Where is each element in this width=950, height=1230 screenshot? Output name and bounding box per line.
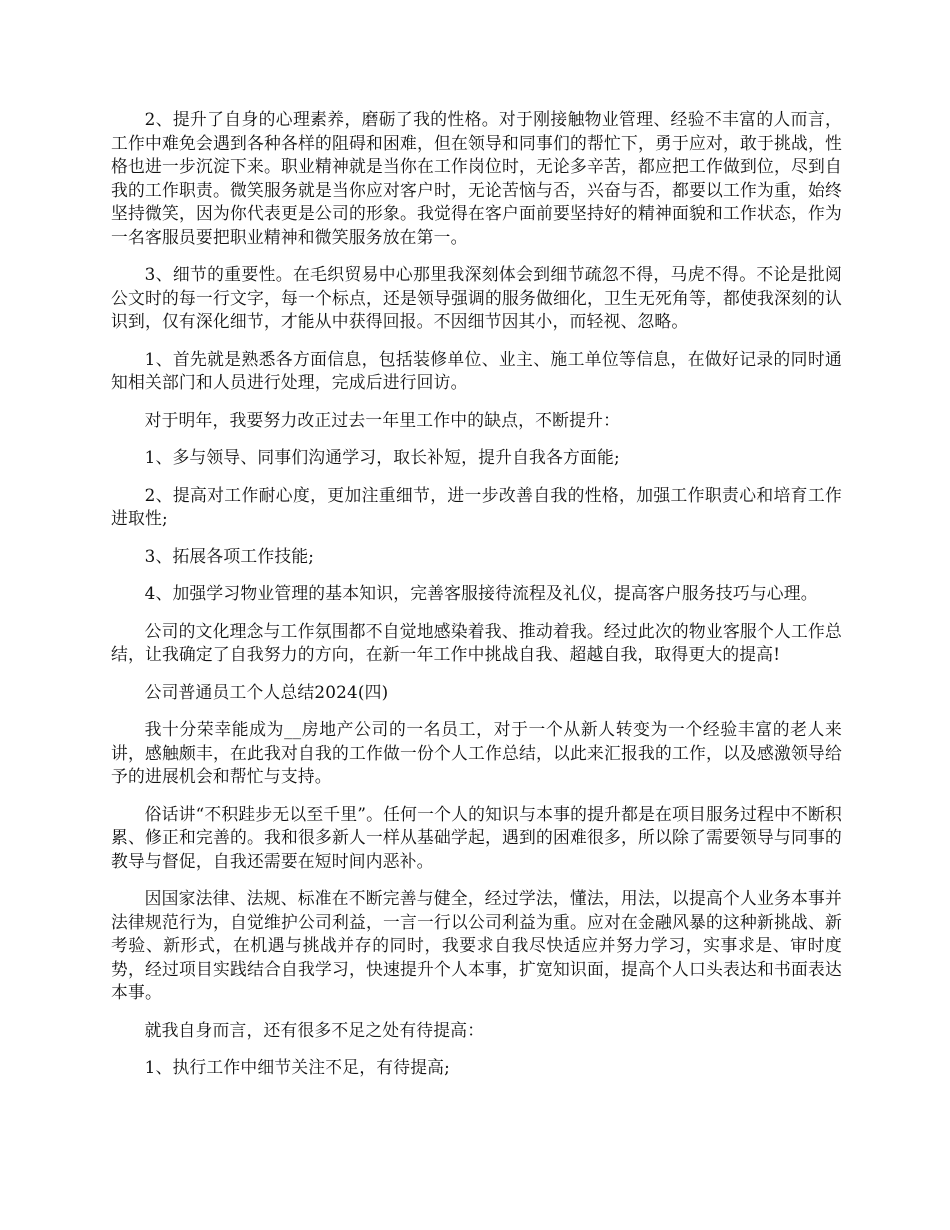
paragraph-7: 3、拓展各项工作技能; bbox=[144, 545, 315, 566]
paragraph-11: 我十分荣幸能成为__房地产公司的一名员工，对于一个从新人转变为一个经验丰富的老人来讲，感触颇丰，在此我对自我的工作做一份个人工作总结，以此来汇报我的工作，以及感激领导给予的进展机会和帮忙与支持。 bbox=[111, 719, 842, 786]
paragraph-4: 对于明年，我要努力改正过去一年里工作中的缺点，不断提升： bbox=[144, 409, 621, 430]
paragraph-2: 3、细节的重要性。在毛织贸易中心那里我深刻体会到细节疏忽不得，马虎不得。不论是批阅公文时的每一行文字，每一个标点，还是领导强调的服务做细化，卫生无死角等，都使我深刻的认识到，仅有深化细节，才能从中获得回报。不因细节因其小，而轻视、忽略。 bbox=[111, 264, 842, 331]
paragraph-13: 因国家法律、法规、标准在不断完善与健全，经过学法，懂法，用法，以提高个人业务本事并法律规范行为，自觉维护公司利益，一言一行以公司利益为重。应对在金融风暴的这种新挑战、新考验、新形式，在机遇与挑战并存的同时，我要求自我尽快适应并努力学习，实事求是、审时度势，经过项目实践结合自我学习，快速提升个人本事，扩宽知识面，提高个人口头表达和书面表达本事。 bbox=[111, 888, 842, 1002]
paragraph-9: 公司的文化理念与工作氛围都不自觉地感染着我、推动着我。经过此次的物业客服个人工作总结，让我确定了自我努力的方向，在新一年工作中挑战自我、超越自我，取得更大的提高! bbox=[111, 620, 842, 664]
paragraph-3: 1、首先就是熟悉各方面信息，包括装修单位、业主、施工单位等信息，在做好记录的同时通知相关部门和人员进行处理，完成后进行回访。 bbox=[111, 348, 842, 392]
paragraph-6: 2、提高对工作耐心度，更加注重细节，进一步改善自我的性格，加强工作职责心和培育工作进取性; bbox=[111, 484, 842, 528]
paragraph-8: 4、加强学习物业管理的基本知识，完善客服接待流程及礼仪，提高客户服务技巧与心理。 bbox=[144, 583, 818, 603]
paragraph-15: 1、执行工作中细节关注不足，有待提高; bbox=[144, 1057, 451, 1077]
paragraph-1: 2、提升了自身的心理素养，磨砺了我的性格。对于刚接触物业管理、经验不丰富的人而言，工作中难免会遇到各种各样的阻碍和困难，但在领导和同事们的帮忙下，勇于应对，敢于挑战，性格也进一步沉淀下来。职业精神就是当你在工作岗位时，无论多辛苦，都应把工作做到位，尽到自我的工作职责。微笑服务就是当你应对客户时，无论苦恼与否，兴奋与否，都要以工作为重，始终坚持微笑，因为你代表更是公司的形象。我觉得在客户面前要坚持好的精神面貌和工作状态，作为一名客服员要把职业精神和微笑服务放在第一。 bbox=[111, 109, 842, 247]
paragraph-14: 就我自身而言，还有很多不足之处有待提高： bbox=[144, 1019, 485, 1040]
paragraph-12: 俗话讲“不积跬步无以至千里”。任何一个人的知识与本事的提升都是在项目服务过程中不断积累、修正和完善的。我和很多新人一样从基础学起，遇到的困难很多，所以除了需要领导与同事的教导与督促，自我还需要在短时间内恶补。 bbox=[111, 803, 842, 871]
paragraph-5: 1、多与领导、同事们沟通学习，取长补短，提升自我各方面能; bbox=[144, 447, 620, 467]
section-heading: 公司普通员工个人总结2024(四) bbox=[144, 681, 389, 702]
